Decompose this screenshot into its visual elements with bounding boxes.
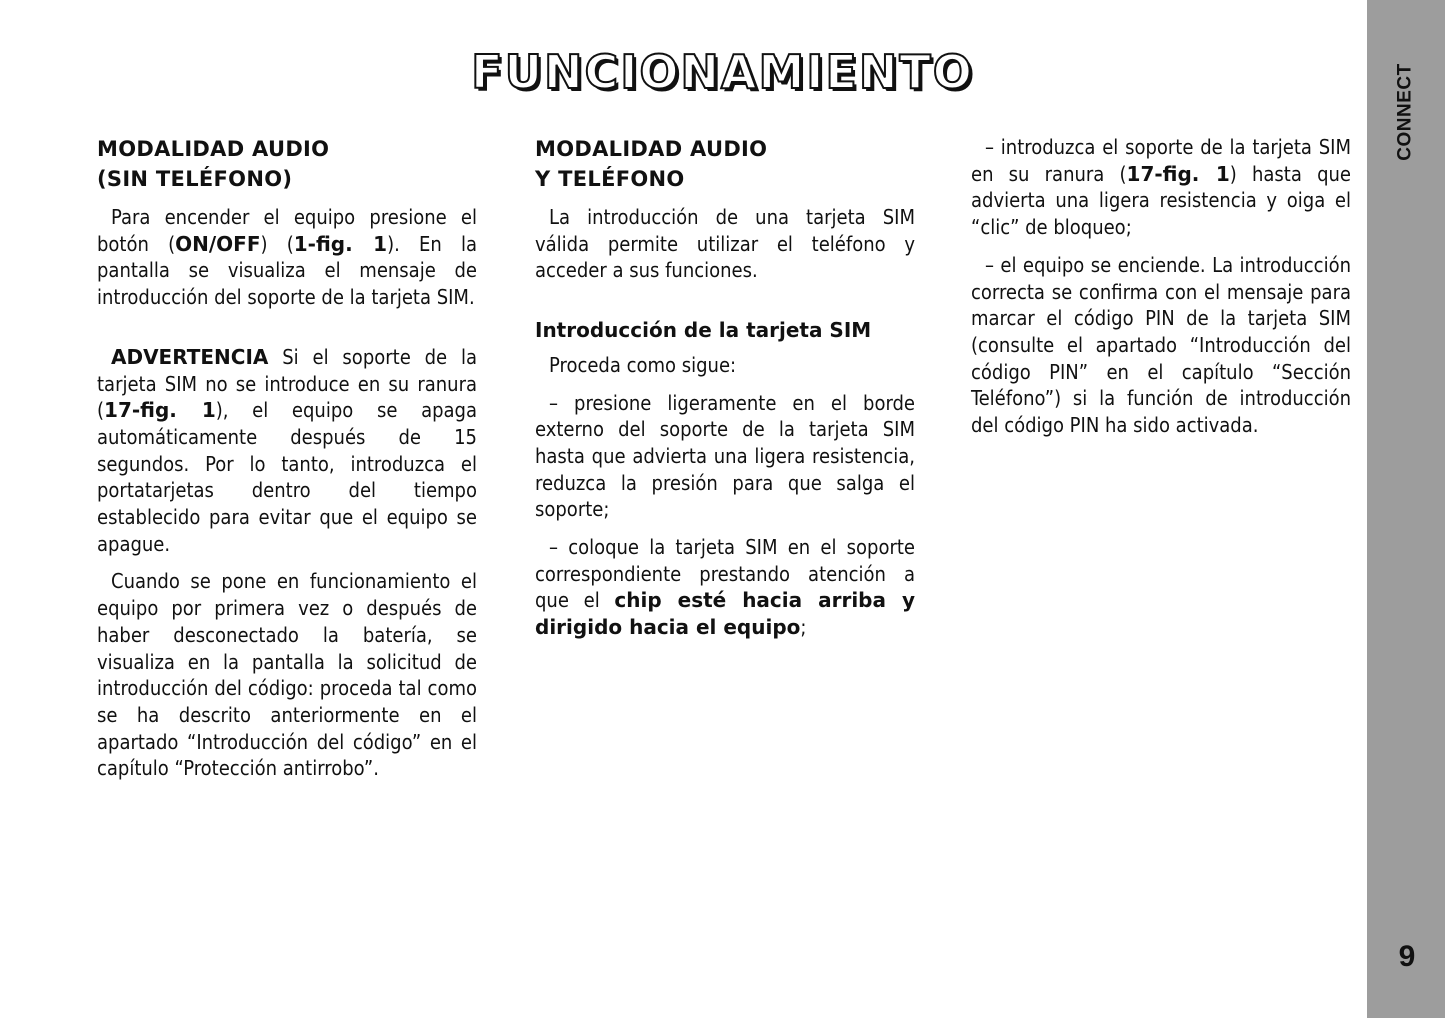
column-2 (535, 134, 915, 641)
paragraph-advertencia: ADVERTENCIA Si el soporte de la tarjeta SIM no se introduce en su ranura (17-fig. 1), el equipo se apaga automáticamente después de 15 segundos. Por lo tanto, introduzca el portatarjetas dentro del tiempo establecido para evitar que el equipo se apague. (97, 344, 477, 556)
subheading-introduccion-sim: Introducción de la tarjeta SIM (535, 318, 872, 343)
paragraph-encender: Para encender el equipo presione el botón (ON/OFF) (1-fig. 1). En la pantalla se visualiza el mensaje de introducción del soporte de la tarjeta SIM. (97, 205, 477, 310)
paragraph-proceda: Proceda como sigue: (549, 352, 737, 377)
list-item-presione: – presione ligeramente en el borde externo del soporte de la tarjeta SIM hasta que advierta una ligera resistencia, reduzca la presión para que salga el soporte; (535, 390, 915, 522)
paragraph-primera-vez: Cuando se pone en funcionamiento el equipo por primera vez o después de haber desconectado la batería, se visualiza en la pantalla la solicitud de introducción del código: proceda tal como se ha descrito anteriormente en el apartado “Introducción del código” en el capítulo “Protección antirrobo”. (97, 569, 477, 781)
section-heading-audio-sin-telefono: MODALIDAD AUDIO (SIN TELÉFONO) (97, 137, 330, 191)
column-1 (97, 134, 477, 782)
paragraph-tarjeta-valida: La introducción de una tarjeta SIM válida permite utilizar el teléfono y acceder a sus funciones. (535, 205, 915, 283)
page-title: FUNCIONAMIENTO (471, 45, 974, 99)
list-item-introduzca: – introduzca el soporte de la tarjeta SIM en su ranura (17-fig. 1) hasta que advierta una ligera resistencia y oiga el “clic” de bloqueo; (971, 135, 1351, 240)
section-tab-label: CONNECT (1395, 63, 1417, 161)
list-item-coloque: – coloque la tarjeta SIM en el soporte correspondiente prestando atención a que el chip esté hacia arriba y dirigido hacia el equipo; (535, 535, 915, 640)
page-number: 9 (1398, 940, 1416, 973)
list-item-equipo-enciende: – el equipo se enciende. La introducción correcta se confirma con el mensaje para marcar el código PIN de la tarjeta SIM (consulte el apartado “Introducción del código PIN” en el capítulo “Sección Teléfono”) si la función de introducción del código PIN ha sido activada. (971, 252, 1351, 438)
column-3 (971, 134, 1351, 439)
section-heading-audio-telefono: MODALIDAD AUDIO Y TELÉFONO (535, 137, 768, 191)
